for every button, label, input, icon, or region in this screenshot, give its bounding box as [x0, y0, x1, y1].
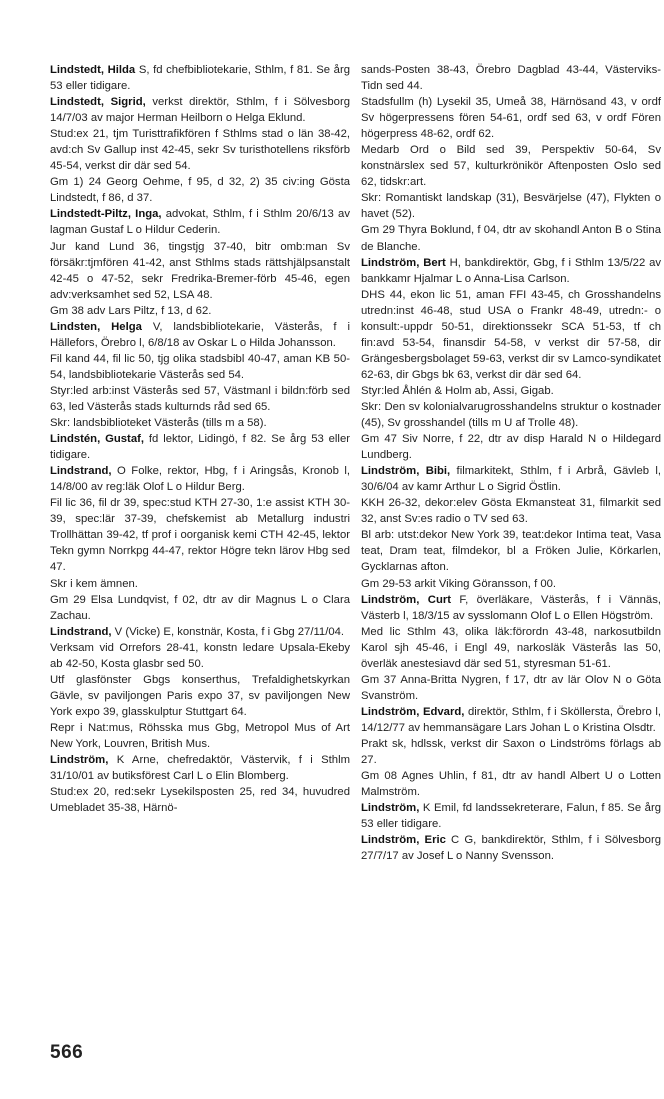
entry-text: Utf glasfönster Gbgs konserthus, Trefaldighetskyrkan Gävle, sv paviljongen Paris expo 37, sv paviljongen New York expo 39, glasskulptur Stuttgart 64.: [50, 673, 350, 718]
entry-intro: [50, 319, 350, 351]
entry-name: Lindstedt, Sigrid,: [50, 96, 146, 109]
entry-intro: [361, 832, 661, 864]
entry-paragraph: [50, 383, 350, 415]
entry-name: Lindstrand,: [50, 625, 112, 638]
entry-text: Fil kand 44, fil lic 50, tjg olika stadsbibl 40-47, aman KB 50-54, landsbibliotekarie Västerås sed 54.: [50, 352, 350, 381]
entry-paragraph: [361, 287, 661, 383]
entry-text: Stud:ex 20, red:sekr Lysekilsposten 25, red 34, huvudred Umebladet 35-38, Härnö-: [50, 786, 350, 815]
entry-paragraph: [50, 239, 350, 303]
entry-paragraph: [50, 640, 350, 672]
entry-paragraph: [361, 624, 661, 672]
entry-paragraph: [50, 415, 350, 431]
biography-entry: [50, 62, 350, 94]
entry-text: Gm 08 Agnes Uhlin, f 81, dtr av handl Albert U o Lotten Malmström.: [361, 770, 661, 799]
entry-paragraph: [50, 592, 350, 624]
entry-intro: [50, 431, 350, 463]
entry-paragraph: [50, 303, 350, 319]
entry-text: Repr i Nat:mus, Röhsska mus Gbg, Metropol Mus of Art New York, Louvren, British Mus.: [50, 721, 350, 750]
entry-text: Skr: landsbiblioteket Västerås (tills m a 58).: [50, 417, 267, 430]
biography-entry: [361, 463, 661, 591]
biography-entry: [361, 800, 661, 832]
entry-text: F, överläkare, Västerås, f i Vännäs, Västerb l, 18/3/15 av sysslomann Olof L o Ellen Högström.: [361, 593, 661, 622]
entry-paragraph: [50, 351, 350, 383]
entry-text: advokat, Sthlm, f i Sthlm 20/6/13 av lagman Gustaf L o Hildur Cederin.: [50, 208, 350, 237]
entry-text: S, fd chefbibliotekarie, Sthlm, f 81. Se årg 53 eller tidigare.: [50, 64, 350, 93]
entry-text: KKH 26-32, dekor:elev Gösta Ekmansteat 31, filmarkit sed 32, anst Sv:es radio o TV sed 63.: [361, 497, 661, 526]
entry-text: direktör, Sthlm, f i Sköllersta, Örebro l, 14/12/77 av hemmansägare Lars Johan L o Kristina Olsdtr.: [361, 705, 661, 734]
biography-entry: [361, 62, 661, 255]
entry-text: Styr:led Åhlén & Holm ab, Assi, Gigab.: [361, 384, 554, 397]
entry-paragraph: [50, 174, 350, 206]
entry-intro: [361, 800, 661, 832]
entry-intro: [50, 94, 350, 126]
entry-intro: [361, 463, 661, 495]
entry-paragraph: [50, 784, 350, 816]
entry-paragraph: [50, 495, 350, 575]
entry-name: Lindström, Edvard,: [361, 705, 465, 718]
biography-entry: [50, 463, 350, 623]
biography-entry: [361, 832, 661, 864]
entry-paragraph: [361, 768, 661, 800]
entry-text: Stadsfullm (h) Lysekil 35, Umeå 38, Härnösand 43, v ordf Sv högerpressens fören 54-61, ordf sed 63, v ordf Fören högerpress 48-62, ordf 62.: [361, 96, 661, 141]
entry-text: Gm 47 Siv Norre, f 22, dtr av disp Harald N o Hildegard Lundberg.: [361, 433, 661, 462]
entry-paragraph: [361, 383, 661, 399]
entry-name: Lindstedt, Hilda: [50, 64, 136, 76]
entry-paragraph: [50, 576, 350, 592]
entry-paragraph: [361, 399, 661, 431]
entry-paragraph: [361, 495, 661, 527]
entry-intro: [50, 206, 350, 238]
entry-text: Gm 29 Elsa Lundqvist, f 02, dtr av dir Magnus L o Clara Zachau.: [50, 593, 350, 622]
entry-text: Med lic Sthlm 43, olika läk:förordn 43-48, narkosutbildn Karol sjh 45-46, i Engl 49, narkosläk Västerås las 50, överläk anestesiavd där sed 51, styresman 51-61.: [361, 625, 661, 670]
entry-text: H, bankdirektör, Gbg, f i Sthlm 13/5/22 av bankkamr Hjalmar L o Anna-Lisa Carlson.: [361, 256, 661, 285]
left-column: [50, 62, 350, 816]
entry-name: Lindstrand,: [50, 465, 112, 478]
entry-name: Lindström,: [50, 754, 109, 767]
entry-text: Gm 1) 24 Georg Oehme, f 95, d 32, 2) 35 civ:ing Gösta Lindstedt, f 86, d 37.: [50, 176, 350, 205]
entry-intro: [50, 62, 350, 94]
biography-entry: [361, 255, 661, 464]
entry-text: V, landsbibliotekarie, Västerås, f i Hällefors, Örebro l, 6/8/18 av Oskar L o Hilda Johansson.: [50, 320, 350, 349]
entry-paragraph: [50, 672, 350, 720]
biography-entry: [50, 206, 350, 318]
entry-intro: [361, 255, 661, 287]
entry-text: Fil lic 36, fil dr 39, spec:stud KTH 27-30, 1:e assist KTH 30-39, spec:lär 37-39, chefskemist ab Metallurg industri Trollhättan 39-42, tf prof i oorganisk kemi CTH 42-45, lektor Tekn gymn Norrkpg 44-47, rektor Högre tekn lärov Hbg sed 47.: [50, 497, 350, 574]
entry-text: K Arne, chefredaktör, Västervik, f i Sthlm 31/10/01 av butiksförest Carl L o Elin Blomberg.: [50, 754, 350, 783]
biography-entry: [50, 752, 350, 816]
entry-text: Gm 29-53 arkit Viking Göransson, f 00.: [361, 577, 557, 590]
entry-text: C G, bankdirektör, Sthlm, f i Sölvesborg 27/7/17 av Josef L o Nanny Svensson.: [361, 834, 661, 863]
entry-text: filmarkitekt, Sthlm, f i Arbrå, Gävleb l, 30/6/04 av kamr Arthur L o Sigrid Östlin.: [361, 465, 662, 494]
entry-intro: [50, 463, 350, 495]
biography-entry: [361, 592, 661, 704]
entry-name: Lindström, Bibi,: [361, 465, 451, 478]
entry-name: Lindsten, Helga: [50, 320, 142, 333]
entry-text: V (Vicke) E, konstnär, Kosta, f i Gbg 27/11/04.: [111, 625, 345, 638]
entry-name: Lindström, Curt: [361, 593, 451, 606]
entry-text: Medarb Ord o Bild sed 39, Perspektiv 50-64, Sv konstnärslex sed 57, kulturkrönikör Aftenposten Oslo sed 62, tidskr:art.: [361, 144, 661, 189]
biography-entry: [50, 431, 350, 463]
entry-text: O Folke, rektor, Hbg, f i Aringsås, Kronob l, 14/8/00 av reg:läk Olof L o Hildur Berg.: [50, 465, 350, 494]
entry-intro: [50, 624, 350, 640]
entry-text: Styr:led arb:inst Västerås sed 57, Västmanl i bildn:förb sed 63, led Västerås stads kulturnds råd sed 65.: [50, 384, 350, 413]
entry-text: K Emil, fd landssekreterare, Falun, f 85. Se årg 53 eller tidigare.: [361, 802, 661, 831]
entry-text: Skr: Romantiskt landskap (31), Besvärjelse (47), Flykten o havet (52).: [361, 192, 661, 221]
entry-intro: [361, 62, 661, 94]
entry-text: verkst direktör, Sthlm, f i Sölvesborg 14/7/03 av major Herman Heilborn o Helga Eklund.: [50, 96, 350, 125]
entry-paragraph: [361, 527, 661, 575]
entry-paragraph: [361, 672, 661, 704]
entry-text: Bl arb: utst:dekor New York 39, teat:dekor Intima teat, Vasa teat, Dram teat, filmdekor, bl a Fröken Julie, Körkarlen, Gycklarnas afton.: [361, 529, 661, 574]
entry-text: Skr: Den sv kolonialvarugrosshandelns struktur o kostnader (45), Sv grosshandel (tills m U af Trolle 48).: [361, 400, 661, 430]
entry-text: Gm 29 Thyra Boklund, f 04, dtr av skohandl Anton B o Stina de Blanche.: [361, 224, 661, 253]
entry-paragraph: [361, 736, 661, 768]
entry-paragraph: [50, 126, 350, 174]
entry-paragraph: [361, 142, 661, 190]
entry-paragraph: [361, 576, 661, 592]
entry-paragraph: [361, 222, 661, 254]
entry-text: Skr i kem ämnen.: [50, 577, 138, 590]
entry-name: Lindstedt-Piltz, Inga,: [50, 208, 162, 221]
entry-name: Lindström, Eric: [361, 834, 446, 847]
entry-text: Gm 37 Anna-Britta Nygren, f 17, dtr av lär Olov N o Göta Svanström.: [361, 673, 661, 702]
entry-text: fd lektor, Lidingö, f 82. Se årg 53 eller tidigare.: [50, 433, 350, 462]
entry-paragraph: [361, 190, 661, 222]
biography-entry: [361, 704, 661, 800]
page-number: 566: [50, 1042, 84, 1063]
entry-paragraph: [361, 94, 661, 142]
entry-paragraph: [361, 431, 661, 463]
entry-text: Stud:ex 21, tjm Turisttrafikfören f Sthlms stad o län 38-42, avd:ch Sv Gallup inst 42-45, sekr Sv turisthotellens riksförb 45-54, verkst dir där sed 54.: [50, 128, 350, 173]
biography-entry: [50, 319, 350, 431]
entry-text: sands-Posten 38-43, Örebro Dagblad 43-44, Västerviks-Tidn sed 44.: [361, 64, 661, 93]
entry-name: Lindstén, Gustaf,: [50, 433, 145, 446]
entry-text: DHS 44, ekon lic 51, aman FFI 43-45, ch Grosshandelns utredn:inst 46-48, stud USA o Frankr 48-49, utredn:- o konsult:-uppdr 50-51, direktionssekr SCA 51-53, tf ch fin:avd 53-54, finansdir 54-58, v verkst dir 57-58, dir Grängesbergsbolaget 59-63, verkst dir sv Lamco-syndikatet 62-63, dir Gbgs bk 63, verkst dir där sed 64.: [361, 288, 661, 381]
entry-text: Jur kand Lund 36, tingstjg 37-40, bitr omb:man Sv försäkr:tjmfören 41-42, anst Sthlms stads rättshjälpsanstalt 42-45 o 47-52, sekr Fredrika-Bremer-förb 45-46, egen adv:verksamhet sed 52, LSA 48.: [50, 240, 350, 301]
entry-text: Prakt sk, hdlssk, verkst dir Saxon o Lindströms förlags ab 27.: [361, 737, 661, 767]
entry-name: Lindström, Bert: [361, 256, 446, 269]
entry-intro: [361, 592, 661, 624]
biography-entry: [50, 94, 350, 206]
entry-intro: [361, 704, 661, 736]
entry-paragraph: [50, 720, 350, 752]
biography-entry: [50, 624, 350, 752]
entry-text: Gm 38 adv Lars Piltz, f 13, d 62.: [50, 304, 212, 317]
entry-intro: [50, 752, 350, 784]
entry-text: Verksam vid Orrefors 28-41, konstn ledare Upsala-Ekeby ab 42-50, Kosta glasbr sed 50.: [50, 641, 350, 670]
right-column: [361, 62, 661, 864]
entry-name: Lindström,: [361, 802, 420, 815]
